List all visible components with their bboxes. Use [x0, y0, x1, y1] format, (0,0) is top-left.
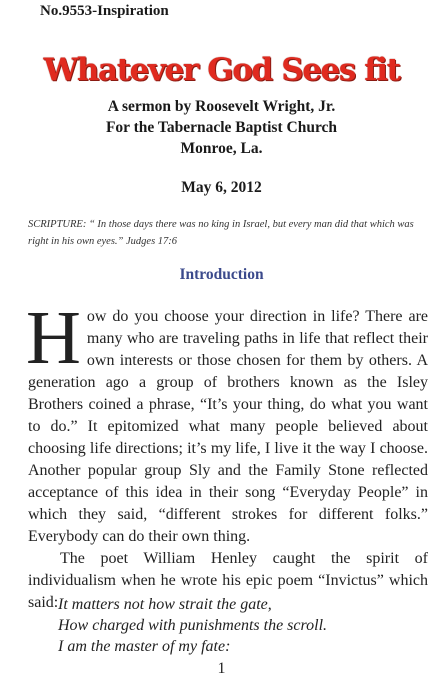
- drop-cap: H: [26, 296, 81, 380]
- byline-church: For the Tabernacle Baptist Church: [105, 119, 338, 136]
- section-heading-introduction: Introduction: [179, 266, 264, 283]
- byline-location: Monroe, La.: [180, 140, 263, 157]
- poem-excerpt: [58, 594, 428, 657]
- poem-line: It matters not how strait the gate,: [58, 596, 272, 613]
- body-text: [26, 296, 428, 614]
- scripture-reference: SCRIPTURE: “ In those days there was no king in Israel, but every man did that which was right in his own eyes.” Judges 17:6: [28, 219, 414, 247]
- paragraph-2: The poet William Henley caught the spirit of individualism when he wrote his epic poem “Invictus” which said:: [28, 550, 428, 611]
- paragraph-1: [26, 296, 428, 548]
- poem-line: I am the master of my fate:: [58, 638, 231, 655]
- page-number: 1: [217, 660, 226, 677]
- byline-author: A sermon by Roosevelt Wright, Jr.: [107, 98, 336, 115]
- poem-line: How charged with punishments the scroll.: [58, 617, 328, 634]
- sermon-date: May 6, 2012: [181, 179, 262, 196]
- paragraph-1-text: ow do you choose your direction in life? There are many who are traveling paths in life that reflect their own interests or those chosen for them by others. A generation ago a group of brothers known as the Isley Brothers coined a phrase, “It’s your thing, do what you want to do.” It epitomized what many people believed about choosing life directions; it’s my life, I live it the way I choose. Another popular group Sly and the Family Stone reflected acceptance of this idea in their song “Everyday People” in which they said, “different strokes for different folks.” Everybody can do their own thing.: [28, 308, 428, 545]
- sermon-title: Whatever God Sees fit: [43, 52, 400, 88]
- document-number: No.9553-Inspiration: [40, 3, 169, 19]
